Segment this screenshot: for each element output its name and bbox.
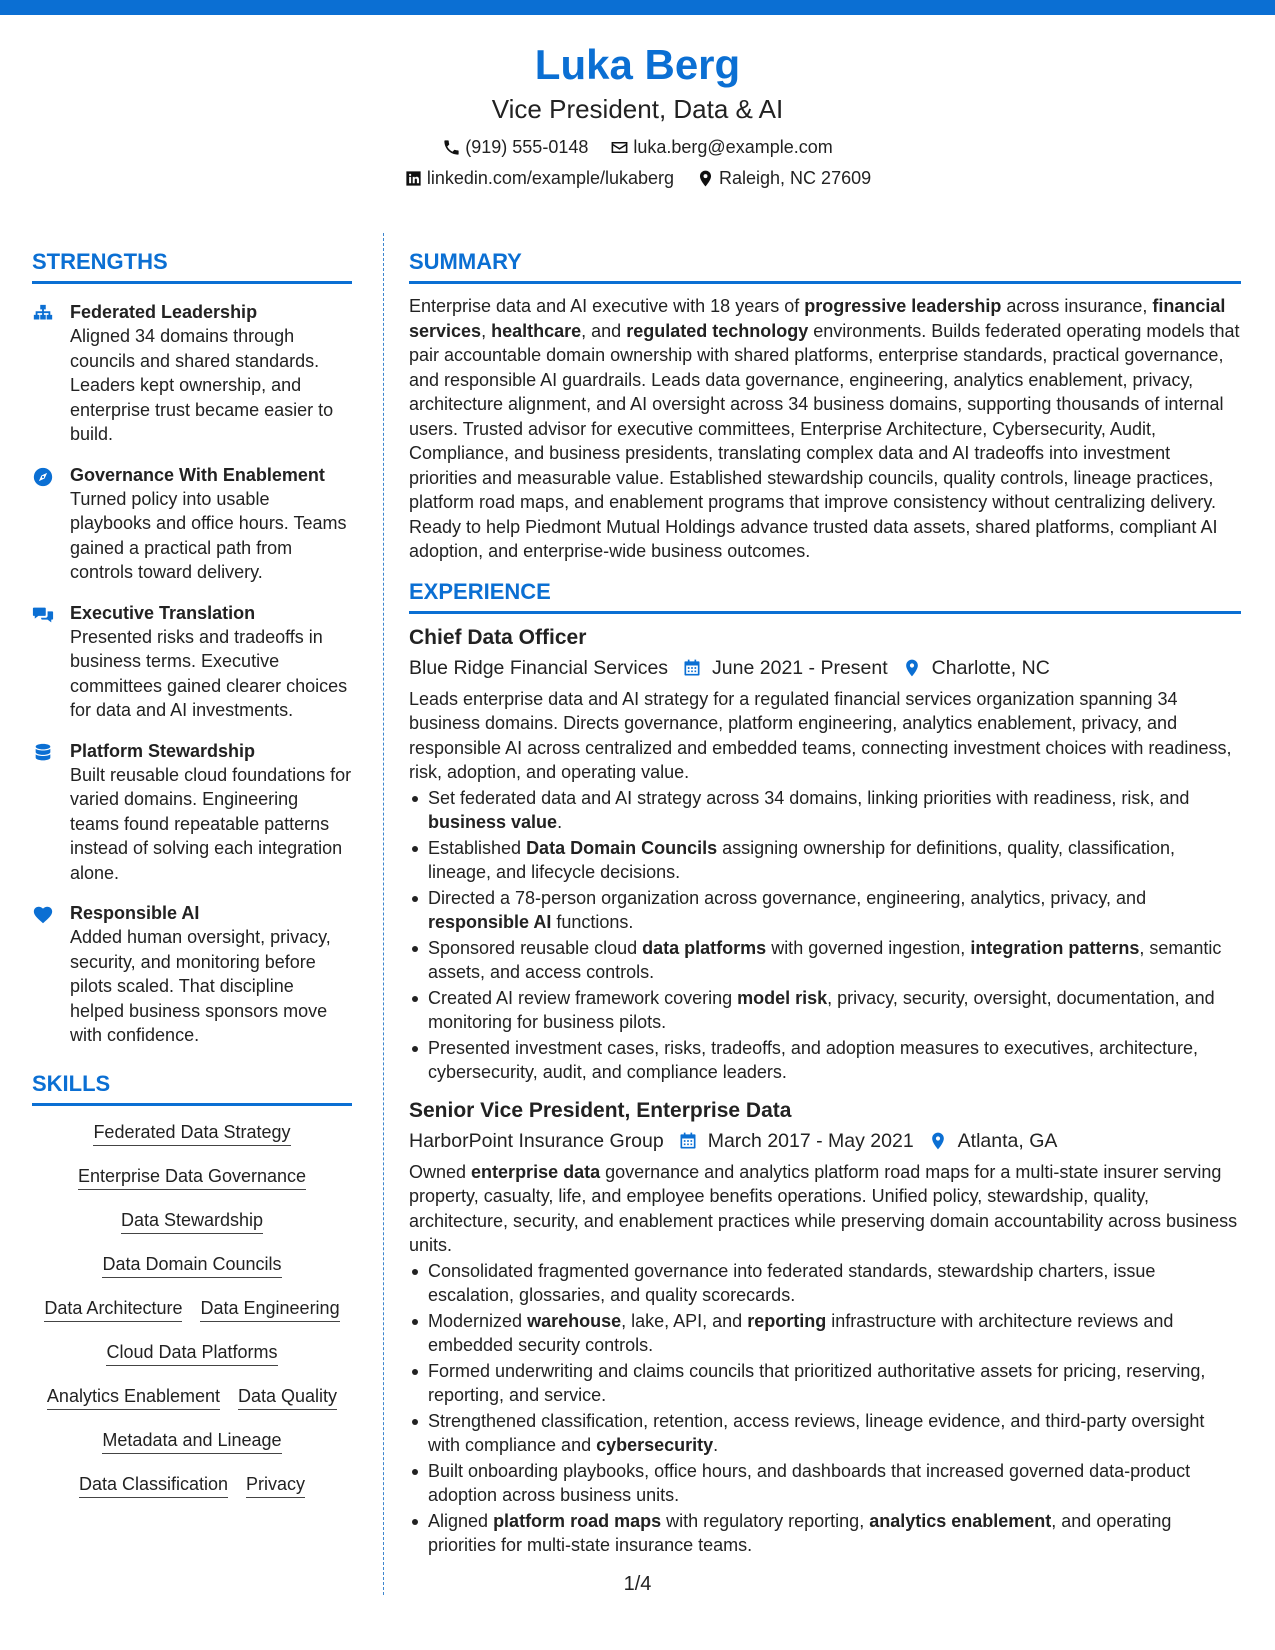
skill-row <box>32 1208 352 1234</box>
strength-title: Platform Stewardship <box>70 740 256 761</box>
strength-item <box>32 463 352 585</box>
map-pin-icon <box>902 658 922 678</box>
job-bullet: Strengthened classification, retention, access reviews, lineage evidence, and third-party oversight with compliance and cybersecurity. <box>409 1409 1241 1458</box>
strength-title: Governance With Enablement <box>70 464 325 485</box>
strength-title: Responsible AI <box>70 903 200 923</box>
skills-list <box>32 1120 352 1498</box>
job-bullet: Directed a 78-person organization across governance, engineering, analytics, privacy, and responsible AI functions. <box>409 886 1241 935</box>
skill-row <box>32 1428 352 1454</box>
contact-row-2 <box>0 166 1275 190</box>
skill-tag: Analytics Enablement <box>47 1384 220 1410</box>
experience-list <box>409 624 1241 1558</box>
job-meta <box>409 655 1241 681</box>
strength-title: Executive Translation <box>70 602 256 623</box>
calendar-icon <box>682 658 702 678</box>
job-location: Atlanta, GA <box>957 1129 1058 1152</box>
skill-tag: Metadata and Lineage <box>102 1428 281 1454</box>
job-bullet: Established Data Domain Councils assigning ownership for definitions, quality, classification, lineage, and lifecycle decisions. <box>409 836 1241 885</box>
job-description: Leads enterprise data and AI strategy for a regulated financial services organization spanning 34 business domains. Directs governance, platform engineering, analytics enablement, privacy, and responsible AI across centralized and embedded teams, connecting investment choices with readiness, risk, adoption, and operating value. <box>409 688 1232 782</box>
job-bullet: Consolidated fragmented governance into federated standards, stewardship charters, issue escalation, glossaries, and quality scorecards. <box>409 1259 1241 1308</box>
strength-item <box>32 901 352 1048</box>
summary-heading: SUMMARY <box>409 248 1241 284</box>
skill-row <box>32 1296 352 1322</box>
job-bullet: Built onboarding playbooks, office hours, and dashboards that increased governed data-product adoption across business units. <box>409 1459 1241 1508</box>
phone-icon <box>442 138 461 157</box>
job-company: HarborPoint Insurance Group <box>409 1129 664 1152</box>
job-entry <box>409 624 1241 1085</box>
linkedin-text[interactable]: linkedin.com/example/lukaberg <box>426 168 675 188</box>
email-text[interactable]: luka.berg@example.com <box>633 137 833 157</box>
job-bullet: Presented investment cases, risks, tradeoffs, and adoption measures to executives, architecture, cybersecurity, audit, and compliance leaders. <box>409 1036 1241 1085</box>
skill-tag: Data Architecture <box>44 1296 182 1322</box>
column-divider <box>383 233 384 1595</box>
skill-tag: Federated Data Strategy <box>93 1120 290 1146</box>
skill-row <box>32 1472 352 1498</box>
job-entry <box>409 1097 1241 1558</box>
chat-bubbles-icon <box>32 604 54 626</box>
linkedin-icon <box>404 169 423 188</box>
database-icon <box>32 742 54 764</box>
map-pin-icon <box>696 169 715 188</box>
job-dates: March 2017 - May 2021 <box>707 1129 914 1152</box>
job-location: Charlotte, NC <box>931 656 1050 679</box>
linkedin-contact[interactable] <box>404 166 674 190</box>
job-bullets <box>409 1259 1241 1558</box>
job-title: Senior Vice President, Enterprise Data <box>409 1098 792 1122</box>
skill-tag: Enterprise Data Governance <box>78 1164 306 1190</box>
email-contact[interactable] <box>610 135 832 159</box>
job-bullets <box>409 786 1241 1085</box>
right-column <box>409 248 1241 1559</box>
skill-tag: Data Engineering <box>200 1296 339 1322</box>
top-accent-bar <box>0 0 1275 15</box>
skill-tag: Data Stewardship <box>121 1208 263 1234</box>
job-bullet: Formed underwriting and claims councils that prioritized authoritative assets for pricing, reserving, reporting, and service. <box>409 1359 1241 1408</box>
envelope-icon <box>610 138 629 157</box>
resume-header <box>0 40 1275 190</box>
job-bullet: Created AI review framework covering model risk, privacy, security, oversight, documentation, and monitoring for business pilots. <box>409 986 1241 1035</box>
job-company: Blue Ridge Financial Services <box>409 656 669 679</box>
strength-desc: Presented risks and tradeoffs in business terms. Executive committees gained clearer choices for data and AI investments. <box>70 626 348 720</box>
heart-icon <box>32 904 54 926</box>
strength-desc: Added human oversight, privacy, security, and monitoring before pilots scaled. That discipline helped business sponsors move with confidence. <box>70 927 331 1045</box>
skill-row <box>32 1120 352 1146</box>
job-description: Owned enterprise data governance and analytics platform road maps for a multi-state insurer serving property, casualty, life, and employee benefits operations. Unified policy, stewardship, quality, architecture, security, and enablement practices while preserving domain accountability across business units. <box>409 1161 1238 1255</box>
strength-title: Federated Leadership <box>70 302 258 322</box>
job-meta <box>409 1128 1241 1154</box>
skill-row <box>32 1164 352 1190</box>
summary-text: Enterprise data and AI executive with 18 years of progressive leadership across insurance, financial services, healthcare, and regulated technology environments. Builds federated operating models that pair accountable domain ownership with shared platforms, enterprise standards, practical governance, and responsible AI guardrails. Leads data governance, engineering, analytics enablement, privacy, architecture alignment, and AI oversight across 34 business domains, supporting thousands of internal users. Trusted advisor for executive committees, Enterprise Architecture, Cybersecurity, Audit, Compliance, and business presidents, translating complex data and AI tradeoffs into investment priorities and measurable value. Established stewardship councils, quality controls, lineage practices, platform road maps, and enablement programs that improve consistency without centralizing delivery. Ready to help Piedmont Mutual Holdings advance trusted data assets, shared platforms, compliant AI adoption, and enterprise-wide business outcomes. <box>409 296 1240 561</box>
compass-icon <box>32 466 54 488</box>
phone-text: (919) 555-0148 <box>465 137 589 157</box>
skills-heading: SKILLS <box>32 1070 352 1106</box>
skill-tag: Data Domain Councils <box>102 1252 281 1278</box>
job-bullet: Sponsored reusable cloud data platforms with governed ingestion, integration patterns, semantic assets, and access controls. <box>409 936 1241 985</box>
contact-row-1 <box>0 135 1275 159</box>
phone-contact <box>442 135 588 159</box>
location-text: Raleigh, NC 27609 <box>719 168 872 188</box>
skill-tag: Data Classification <box>79 1472 228 1498</box>
experience-heading: EXPERIENCE <box>409 578 1241 614</box>
location-contact <box>696 166 871 190</box>
page-number: 1/4 <box>623 1573 652 1595</box>
map-pin-icon <box>928 1131 948 1151</box>
strengths-heading: STRENGTHS <box>32 248 352 284</box>
candidate-role: Vice President, Data & AI <box>491 94 784 124</box>
strength-desc: Aligned 34 domains through councils and shared standards. Leaders kept ownership, and enterprise trust became easier to build. <box>70 326 334 444</box>
job-bullet: Aligned platform road maps with regulatory reporting, analytics enablement, and operating priorities for multi-state insurance teams. <box>409 1509 1241 1558</box>
skill-row <box>32 1340 352 1366</box>
skill-tag: Data Quality <box>238 1384 337 1410</box>
candidate-name: Luka Berg <box>534 41 741 88</box>
calendar-icon <box>678 1131 698 1151</box>
strength-item <box>32 601 352 723</box>
job-bullet: Set federated data and AI strategy across 34 domains, linking priorities with readiness, risk, and business value. <box>409 786 1241 835</box>
strength-item <box>32 300 352 447</box>
skill-row <box>32 1252 352 1278</box>
org-chart-icon <box>32 303 54 325</box>
job-title: Chief Data Officer <box>409 625 587 649</box>
skill-tag: Privacy <box>246 1472 305 1498</box>
skill-tag: Cloud Data Platforms <box>106 1340 277 1366</box>
strength-desc: Turned policy into usable playbooks and office hours. Teams gained a practical path from controls toward delivery. <box>70 488 347 582</box>
job-bullet: Modernized warehouse, lake, API, and reporting infrastructure with architecture reviews and embedded security controls. <box>409 1309 1241 1358</box>
strength-item <box>32 739 352 886</box>
strength-desc: Built reusable cloud foundations for varied domains. Engineering teams found repeatable patterns instead of solving each integration alone. <box>70 764 352 883</box>
job-dates: June 2021 - Present <box>712 656 888 679</box>
left-column <box>32 248 352 1516</box>
skill-row <box>32 1384 352 1410</box>
